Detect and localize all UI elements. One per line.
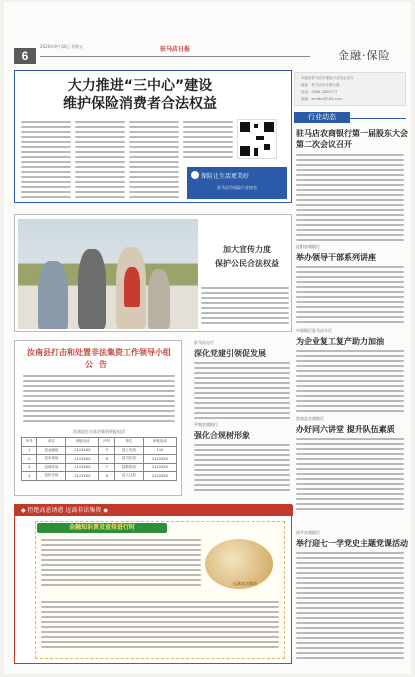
- anti-fraud-feature: [14, 504, 292, 664]
- public-notice: [14, 340, 182, 496]
- anti-fraud-body: [41, 539, 201, 589]
- sidebar-headline: 举行迎七一学党史主题党课活动: [296, 539, 408, 548]
- table-row: 1 县金融局 2122XXX 5 县公安局 110: [22, 446, 177, 455]
- middle-headline: 深化党建引领促发展: [194, 349, 266, 358]
- article-body: [21, 121, 71, 201]
- anti-fraud-banner: ◆ 拒绝高息诱惑 远离非法集资 ◆: [15, 505, 293, 516]
- notice-subtitle: 公告: [85, 360, 113, 369]
- note-line: 本版由驻马店市保险行业协会协办: [301, 76, 354, 80]
- table-row: 2 县市场局 2122XXX 6 县司法局 2122XXX: [22, 455, 177, 464]
- money-cartoon-image[interactable]: [205, 539, 273, 589]
- note-line: 邮箱：zmdbx@163.com: [301, 97, 343, 101]
- newspaper-page: [4, 2, 411, 674]
- table-caption: 汝南县打击非法集资举报电话: [73, 429, 125, 434]
- middle-source: 驻马店分行: [194, 340, 214, 345]
- sidebar-headline: 办好同六讲堂 提升队伍素质: [296, 425, 395, 434]
- industry-news-tag: 行业动态: [294, 112, 350, 123]
- article-body: [296, 552, 404, 662]
- page-number: 6: [14, 48, 36, 64]
- sidebar-note: [294, 72, 406, 106]
- tag-rule: [350, 118, 406, 119]
- sidebar-headline: 为企业复工复产助力加油: [296, 337, 384, 346]
- feature-article: [14, 70, 292, 203]
- hotline-table: [21, 437, 177, 481]
- table-header: 单位: [114, 438, 143, 447]
- news-photo[interactable]: [18, 219, 198, 329]
- middle-headline: 强化合规树形象: [194, 431, 250, 440]
- article-body: [296, 154, 404, 244]
- table-row: 3 县商务局 2122XXX 7 县教育局 2122XXX: [22, 463, 177, 472]
- article-body: [129, 121, 179, 201]
- promo-banner: [187, 167, 287, 199]
- article-body: [194, 362, 290, 422]
- article-body: [75, 121, 125, 201]
- notice-title: 汝南县打击和处置非法集资工作领导小组: [27, 348, 171, 357]
- table-row: 4 县信访局 2122XXX 8 县人社局 2122XXX: [22, 472, 177, 481]
- table-header: 举报电话: [143, 438, 176, 447]
- table-header: 序号: [22, 438, 37, 447]
- article-body: [194, 444, 290, 494]
- sidebar-source: 中原银行驻马店分行: [296, 328, 332, 333]
- photo-caption-title: 加大宣传力度 保护公民合法权益: [215, 245, 279, 268]
- sidebar-source: 泌阳农商银行: [296, 244, 320, 249]
- sidebar-headline: 举办领导干部系列讲座: [296, 253, 376, 262]
- table-header: 单位: [37, 438, 66, 447]
- issue-date: 2020年9月18日 星期五: [40, 44, 84, 49]
- header-rule: [40, 56, 310, 57]
- article-body: [201, 287, 289, 327]
- notice-body: [23, 375, 175, 425]
- photo-story: [14, 214, 292, 332]
- middle-source: 平舆农商银行: [194, 422, 218, 427]
- insurance-logo-icon: [191, 171, 199, 179]
- feature-headline: 大力推进“三中心”建设 维护保险消费者合法权益: [63, 78, 217, 112]
- section-title: 金融·保险: [338, 49, 391, 62]
- promo-sub: 驻马店市保险行业协会: [217, 185, 257, 190]
- anti-fraud-body: [41, 601, 279, 651]
- sidebar-source: 汝南县农商银行: [296, 416, 324, 421]
- article-body: [296, 350, 404, 415]
- sidebar-source: 西平农商银行: [296, 530, 320, 535]
- newspaper-brand: 驻马店日报: [160, 46, 191, 53]
- table-header: 举报电话: [66, 438, 99, 447]
- note-line: 地址：驻马店市开源大道: [301, 83, 340, 87]
- page-header: [10, 44, 408, 68]
- article-body: [183, 121, 233, 161]
- note-line: 电话：0396-2809777: [301, 90, 338, 94]
- promo-text: 保险让生活更美好: [201, 173, 250, 180]
- cartoon-caption: 远离非法集资: [233, 581, 257, 586]
- article-body: [296, 266, 404, 326]
- knowledge-ribbon: 金融知识普及宣传进行时: [37, 523, 167, 533]
- qr-code-icon[interactable]: [237, 119, 277, 159]
- table-header: 序号: [99, 438, 114, 447]
- sidebar-headline: 驻马店农商银行第一届股东大会 第二次会议召开: [296, 129, 408, 149]
- article-body: [296, 438, 404, 513]
